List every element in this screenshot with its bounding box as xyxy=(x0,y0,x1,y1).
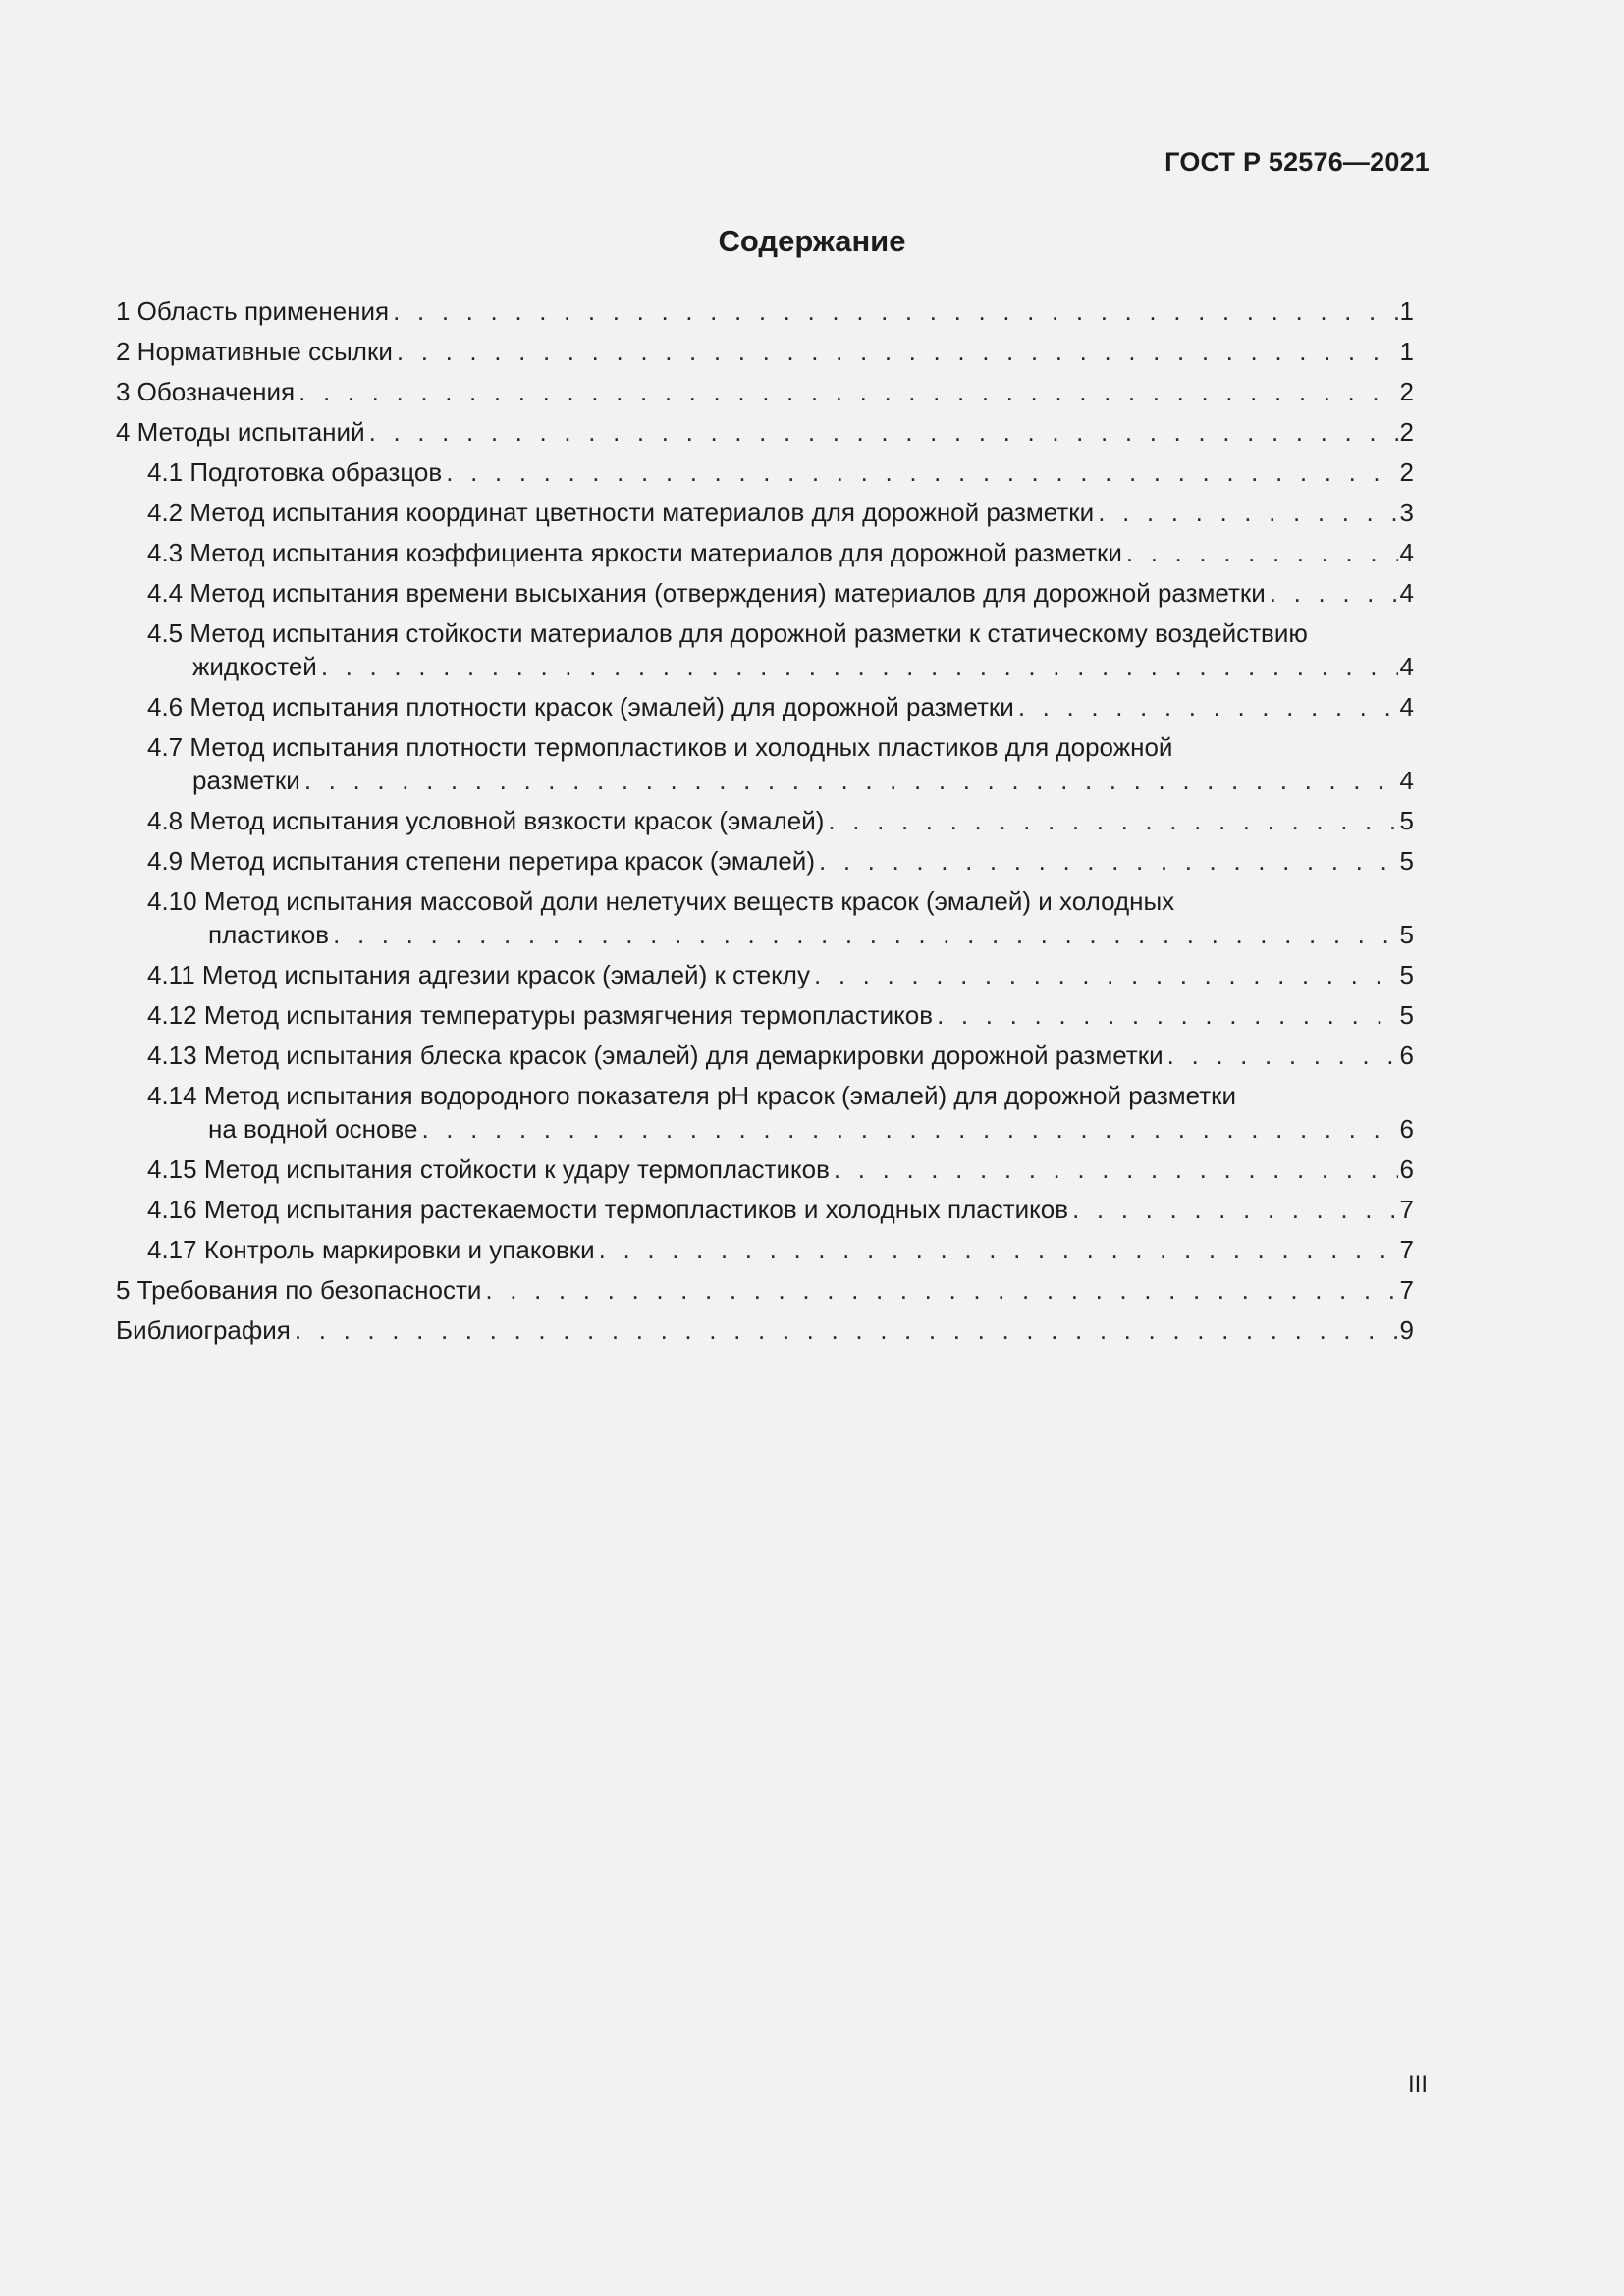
table-of-contents xyxy=(116,294,1414,1354)
leader-dots xyxy=(298,375,1397,408)
leader-dots xyxy=(369,415,1398,449)
leader-dots xyxy=(295,1313,1398,1347)
leader-dots xyxy=(485,1273,1397,1307)
toc-entry[interactable] xyxy=(116,335,1414,368)
toc-entry[interactable] xyxy=(116,1193,1414,1226)
toc-title: Содержание xyxy=(718,224,906,258)
toc-entry-title-line2: пластиков xyxy=(208,920,330,949)
toc-entry-title: 4.17 Контроль маркировки и упаковки xyxy=(147,1235,595,1264)
toc-entry[interactable] xyxy=(116,455,1414,489)
leader-dots xyxy=(421,1112,1397,1146)
toc-entry-page: 5 xyxy=(1399,806,1414,835)
toc-entry[interactable] xyxy=(116,1152,1414,1186)
toc-entry[interactable] xyxy=(116,1039,1414,1072)
toc-entry-title: Библиография xyxy=(116,1315,291,1345)
leader-dots xyxy=(814,958,1398,991)
toc-entry-page: 1 xyxy=(1399,337,1414,366)
page-number: III xyxy=(1407,2071,1428,2098)
leader-dots xyxy=(1098,496,1397,529)
toc-entry[interactable] xyxy=(116,1079,1414,1146)
toc-entry-title-line1: 4.7 Метод испытания плотности термопластиков и холодных пластиков для дорожной xyxy=(147,732,1173,762)
toc-entry-title-line1: 4.10 Метод испытания массовой доли нелетучих веществ красок (эмалей) и холодных xyxy=(147,886,1175,916)
toc-entry[interactable] xyxy=(116,415,1414,449)
toc-entry-page: 5 xyxy=(1399,846,1414,876)
toc-entry-title: 5 Требования по безопасности xyxy=(116,1275,482,1305)
toc-entry-title: 4.13 Метод испытания блеска красок (эмалей) для демаркировки дорожной разметки xyxy=(147,1041,1164,1070)
toc-entry-title: 4 Методы испытаний xyxy=(116,417,365,447)
toc-entry-title-line2: разметки xyxy=(192,766,300,795)
toc-entry-page: 4 xyxy=(1399,578,1414,608)
toc-entry[interactable] xyxy=(116,294,1414,328)
toc-entry-title: 4.16 Метод испытания растекаемости термопластиков и холодных пластиков xyxy=(147,1195,1069,1224)
toc-entry-page: 7 xyxy=(1399,1235,1414,1264)
toc-entry-page: 5 xyxy=(1399,920,1414,949)
toc-entry[interactable] xyxy=(116,1233,1414,1266)
toc-entry[interactable] xyxy=(116,616,1414,683)
toc-entry[interactable] xyxy=(116,804,1414,837)
toc-entry-page: 7 xyxy=(1399,1195,1414,1224)
toc-entry-page: 5 xyxy=(1399,960,1414,989)
toc-entry-title: 4.11 Метод испытания адгезии красок (эмалей) к стеклу xyxy=(147,960,810,989)
leader-dots xyxy=(304,764,1398,797)
toc-entry-title-line2: на водной основе xyxy=(208,1114,418,1144)
toc-entry-title-line2: жидкостей xyxy=(192,652,317,681)
toc-entry-title: 1 Область применения xyxy=(116,296,390,326)
toc-entry-page: 1 xyxy=(1399,296,1414,326)
toc-entry-title-line1: 4.14 Метод испытания водородного показателя pH красок (эмалей) для дорожной разметки xyxy=(147,1081,1237,1110)
toc-entry[interactable] xyxy=(116,536,1414,569)
toc-entry-title: 4.6 Метод испытания плотности красок (эмалей) для дорожной разметки xyxy=(147,692,1014,721)
toc-entry-page: 2 xyxy=(1399,377,1414,406)
leader-dots xyxy=(393,294,1397,328)
document-id: ГОСТ Р 52576—2021 xyxy=(1164,147,1430,177)
toc-entry[interactable] xyxy=(116,998,1414,1032)
toc-entry-title: 4.12 Метод испытания температуры размягчения термопластиков xyxy=(147,1000,934,1030)
toc-entry-title: 4.9 Метод испытания степени перетира красок (эмалей) xyxy=(147,846,815,876)
leader-dots xyxy=(397,335,1398,368)
toc-entry[interactable] xyxy=(116,1313,1414,1347)
leader-dots xyxy=(321,650,1398,683)
toc-entry-page: 4 xyxy=(1399,692,1414,721)
toc-entry-title: 4.1 Подготовка образцов xyxy=(147,457,443,487)
toc-entry-page: 6 xyxy=(1399,1114,1414,1144)
toc-entry[interactable] xyxy=(116,375,1414,408)
toc-entry-title-line1: 4.5 Метод испытания стойкости материалов для дорожной разметки к статическому воздействию xyxy=(147,618,1308,648)
toc-entry-page: 5 xyxy=(1399,1000,1414,1030)
toc-entry[interactable] xyxy=(116,884,1414,951)
toc-entry-page: 4 xyxy=(1399,538,1414,567)
leader-dots xyxy=(834,1152,1398,1186)
toc-entry-title: 2 Нормативные ссылки xyxy=(116,337,393,366)
leader-dots xyxy=(1072,1193,1397,1226)
toc-entry-title: 3 Обозначения xyxy=(116,377,296,406)
toc-entry-page: 9 xyxy=(1399,1315,1414,1345)
toc-entry-page: 4 xyxy=(1399,766,1414,795)
leader-dots xyxy=(333,918,1397,951)
leader-dots xyxy=(1126,536,1398,569)
toc-entry-page: 4 xyxy=(1399,652,1414,681)
toc-entry-page: 2 xyxy=(1399,417,1414,447)
toc-entry[interactable] xyxy=(116,958,1414,991)
leader-dots xyxy=(828,804,1397,837)
toc-entry-page: 7 xyxy=(1399,1275,1414,1305)
toc-entry[interactable] xyxy=(116,730,1414,797)
toc-entry-page: 6 xyxy=(1399,1041,1414,1070)
leader-dots xyxy=(937,998,1397,1032)
leader-dots xyxy=(599,1233,1398,1266)
leader-dots xyxy=(819,844,1398,878)
toc-entry[interactable] xyxy=(116,844,1414,878)
toc-entry-title: 4.15 Метод испытания стойкости к удару термопластиков xyxy=(147,1154,830,1184)
toc-entry-page: 2 xyxy=(1399,457,1414,487)
toc-entry-page: 6 xyxy=(1399,1154,1414,1184)
toc-entry[interactable] xyxy=(116,1273,1414,1307)
toc-entry-page: 3 xyxy=(1399,498,1414,527)
toc-entry-title: 4.3 Метод испытания коэффициента яркости материалов для дорожной разметки xyxy=(147,538,1122,567)
leader-dots xyxy=(446,455,1397,489)
leader-dots xyxy=(1167,1039,1398,1072)
toc-entry[interactable] xyxy=(116,576,1414,610)
leader-dots xyxy=(1018,690,1398,723)
toc-entry-title: 4.2 Метод испытания координат цветности материалов для дорожной разметки xyxy=(147,498,1095,527)
toc-entry-title: 4.4 Метод испытания времени высыхания (отверждения) материалов для дорожной разметки xyxy=(147,578,1266,608)
toc-entry-title: 4.8 Метод испытания условной вязкости красок (эмалей) xyxy=(147,806,825,835)
toc-entry[interactable] xyxy=(116,496,1414,529)
toc-entry[interactable] xyxy=(116,690,1414,723)
leader-dots xyxy=(1270,576,1398,610)
